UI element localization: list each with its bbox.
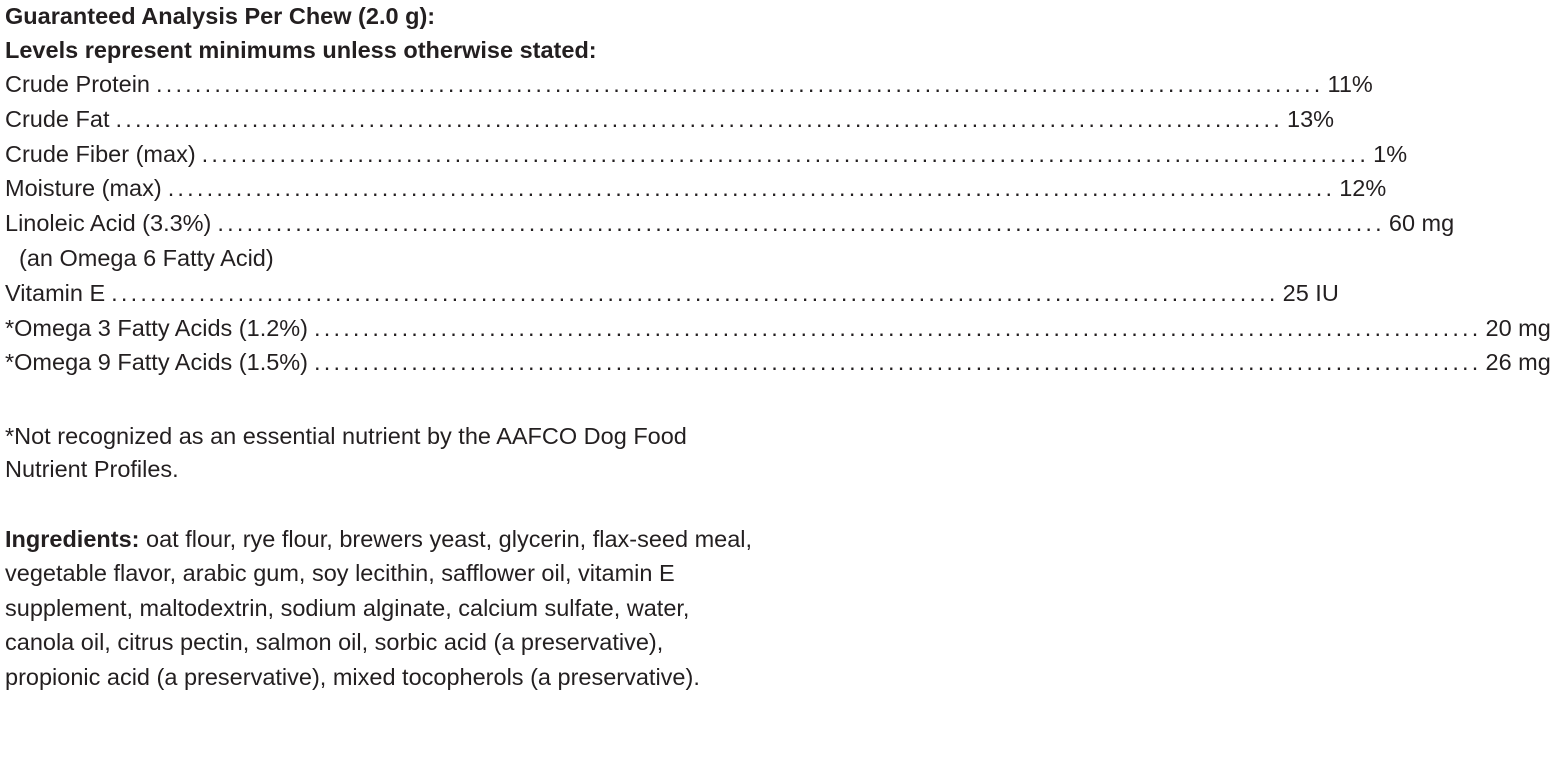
analysis-row: [5, 174, 1387, 209]
nutrient-value: 12%: [1339, 175, 1387, 202]
nutrient-name: Linoleic Acid (3.3%): [5, 210, 212, 237]
analysis-row: [5, 70, 1373, 105]
nutrient-value: 20 mg: [1485, 314, 1551, 341]
nutrient-note: (an Omega 6 Fatty Acid): [19, 244, 274, 271]
nutrient-name: Vitamin E: [5, 279, 106, 306]
dot-leader: ........................................................................................................................: [111, 279, 1279, 306]
analysis-row: [5, 314, 1551, 349]
ingredients-paragraph: [5, 522, 765, 694]
nutrient-name: Crude Protein: [5, 71, 150, 97]
nutrient-name: Moisture (max): [5, 175, 162, 202]
analysis-row-note: [5, 244, 751, 279]
nutrient-name: Crude Fat: [5, 105, 110, 132]
analysis-row: [5, 348, 1551, 383]
footnote: *Not recognized as an essential nutrient by the AAFCO Dog Food Nutrient Profiles.: [5, 423, 687, 482]
nutrient-value: 13%: [1287, 105, 1335, 132]
dot-leader: ........................................................................................................................: [217, 210, 1385, 237]
analysis-subtitle: Levels represent minimums unless otherwise stated:: [5, 37, 597, 63]
nutrient-name: *Omega 9 Fatty Acids (1.5%): [5, 349, 309, 376]
analysis-row: [5, 105, 1335, 140]
nutrient-value: 60 mg: [1388, 210, 1455, 237]
dot-leader: ........................................................................................................................: [201, 140, 1370, 167]
nutrient-name: *Omega 3 Fatty Acids (1.2%): [5, 314, 309, 341]
nutrient-value: 26 mg: [1485, 349, 1551, 376]
nutrient-value: 25 IU: [1282, 279, 1339, 306]
ingredients-text: oat flour, rye flour, brewers yeast, glycerin, flax-seed meal, vegetable flavor, arabic gum, soy lecithin, safflower oil, vitamin E supplement, maltodextrin, sodium alginate, calcium sulfate, water, canola oil, citrus pectin, salmon oil, sorbic acid (a preservative), propionic acid (a preservative), mixed tocopherols (a preservative).: [5, 526, 753, 690]
analysis-title: Guaranteed Analysis Per Chew (2.0 g):: [5, 3, 436, 29]
dot-leader: ........................................................................................................................: [314, 314, 1482, 341]
analysis-table: [5, 70, 1551, 383]
ingredients-label: Ingredients:: [5, 526, 140, 552]
analysis-row: [5, 279, 1339, 314]
nutrient-value: 1%: [1373, 140, 1408, 167]
analysis-row: [5, 209, 1455, 244]
dot-leader: ........................................................................................................................: [115, 105, 1283, 132]
dot-leader: ........................................................................................................................: [314, 349, 1482, 376]
dot-leader: ........................................................................................................................: [156, 71, 1324, 97]
dot-leader: ........................................................................................................................: [167, 175, 1336, 202]
nutrient-value: 11%: [1327, 71, 1373, 97]
nutrient-name: Crude Fiber (max): [5, 140, 196, 167]
analysis-row: [5, 140, 1408, 175]
